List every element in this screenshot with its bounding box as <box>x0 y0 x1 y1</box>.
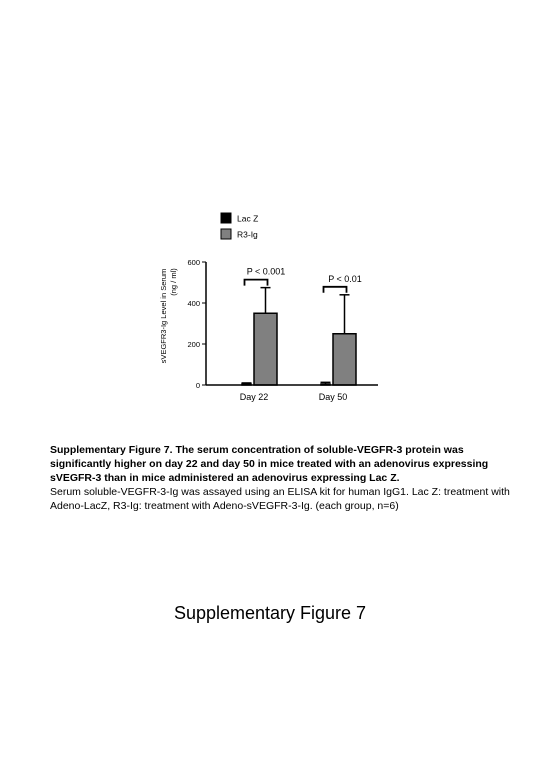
bar-r3-ig-day-22 <box>254 313 277 385</box>
legend-label-2: R3-Ig <box>237 229 258 240</box>
legend-label-1: Lac Z <box>237 213 259 224</box>
page-title: Supplementary Figure 7 <box>173 603 367 623</box>
x-axis <box>206 385 378 402</box>
legend-swatch-1 <box>221 213 231 223</box>
y-axis <box>187 258 206 390</box>
chart-legend <box>221 213 258 240</box>
bar-r3-ig-day-50 <box>333 334 356 385</box>
significance-label: P < 0.001 <box>246 266 286 277</box>
x-tick-label: Day 22 <box>239 392 269 402</box>
y-tick-label: 600 <box>187 258 200 267</box>
bars-layer <box>242 288 357 385</box>
x-tick-label: Day 50 <box>318 392 348 402</box>
caption-bold-text: Supplementary Figure 7. The serum concentration of soluble-VEGFR-3 protein was significantly higher on day 22 and day 50 in mice treated with an adenovirus expressing sVEGFR-3 than in mice administered an adenovirus expressing Lac Z. <box>50 444 489 484</box>
y-tick-label: 400 <box>187 299 200 308</box>
significance-annotations <box>245 267 362 293</box>
y-axis-title: sVEGFR3-Ig Level in Serum <box>159 268 168 364</box>
y-axis-unit: (ng / ml) <box>169 268 178 296</box>
significance-bracket <box>324 287 347 293</box>
legend-swatch-2 <box>221 229 231 239</box>
y-tick-label: 0 <box>195 381 200 390</box>
significance-bracket <box>245 280 268 286</box>
caption-body-text: Serum soluble-VEGFR-3-Ig was assayed using an ELISA kit for human IgG1. Lac Z: treatment with Adeno-LacZ, R3-Ig: treatment with Adeno-sVEGFR-3-Ig. (each group, n=6) <box>50 486 510 512</box>
significance-label: P < 0.01 <box>328 273 362 284</box>
figure-caption <box>50 443 520 513</box>
y-tick-label: 200 <box>187 340 200 349</box>
